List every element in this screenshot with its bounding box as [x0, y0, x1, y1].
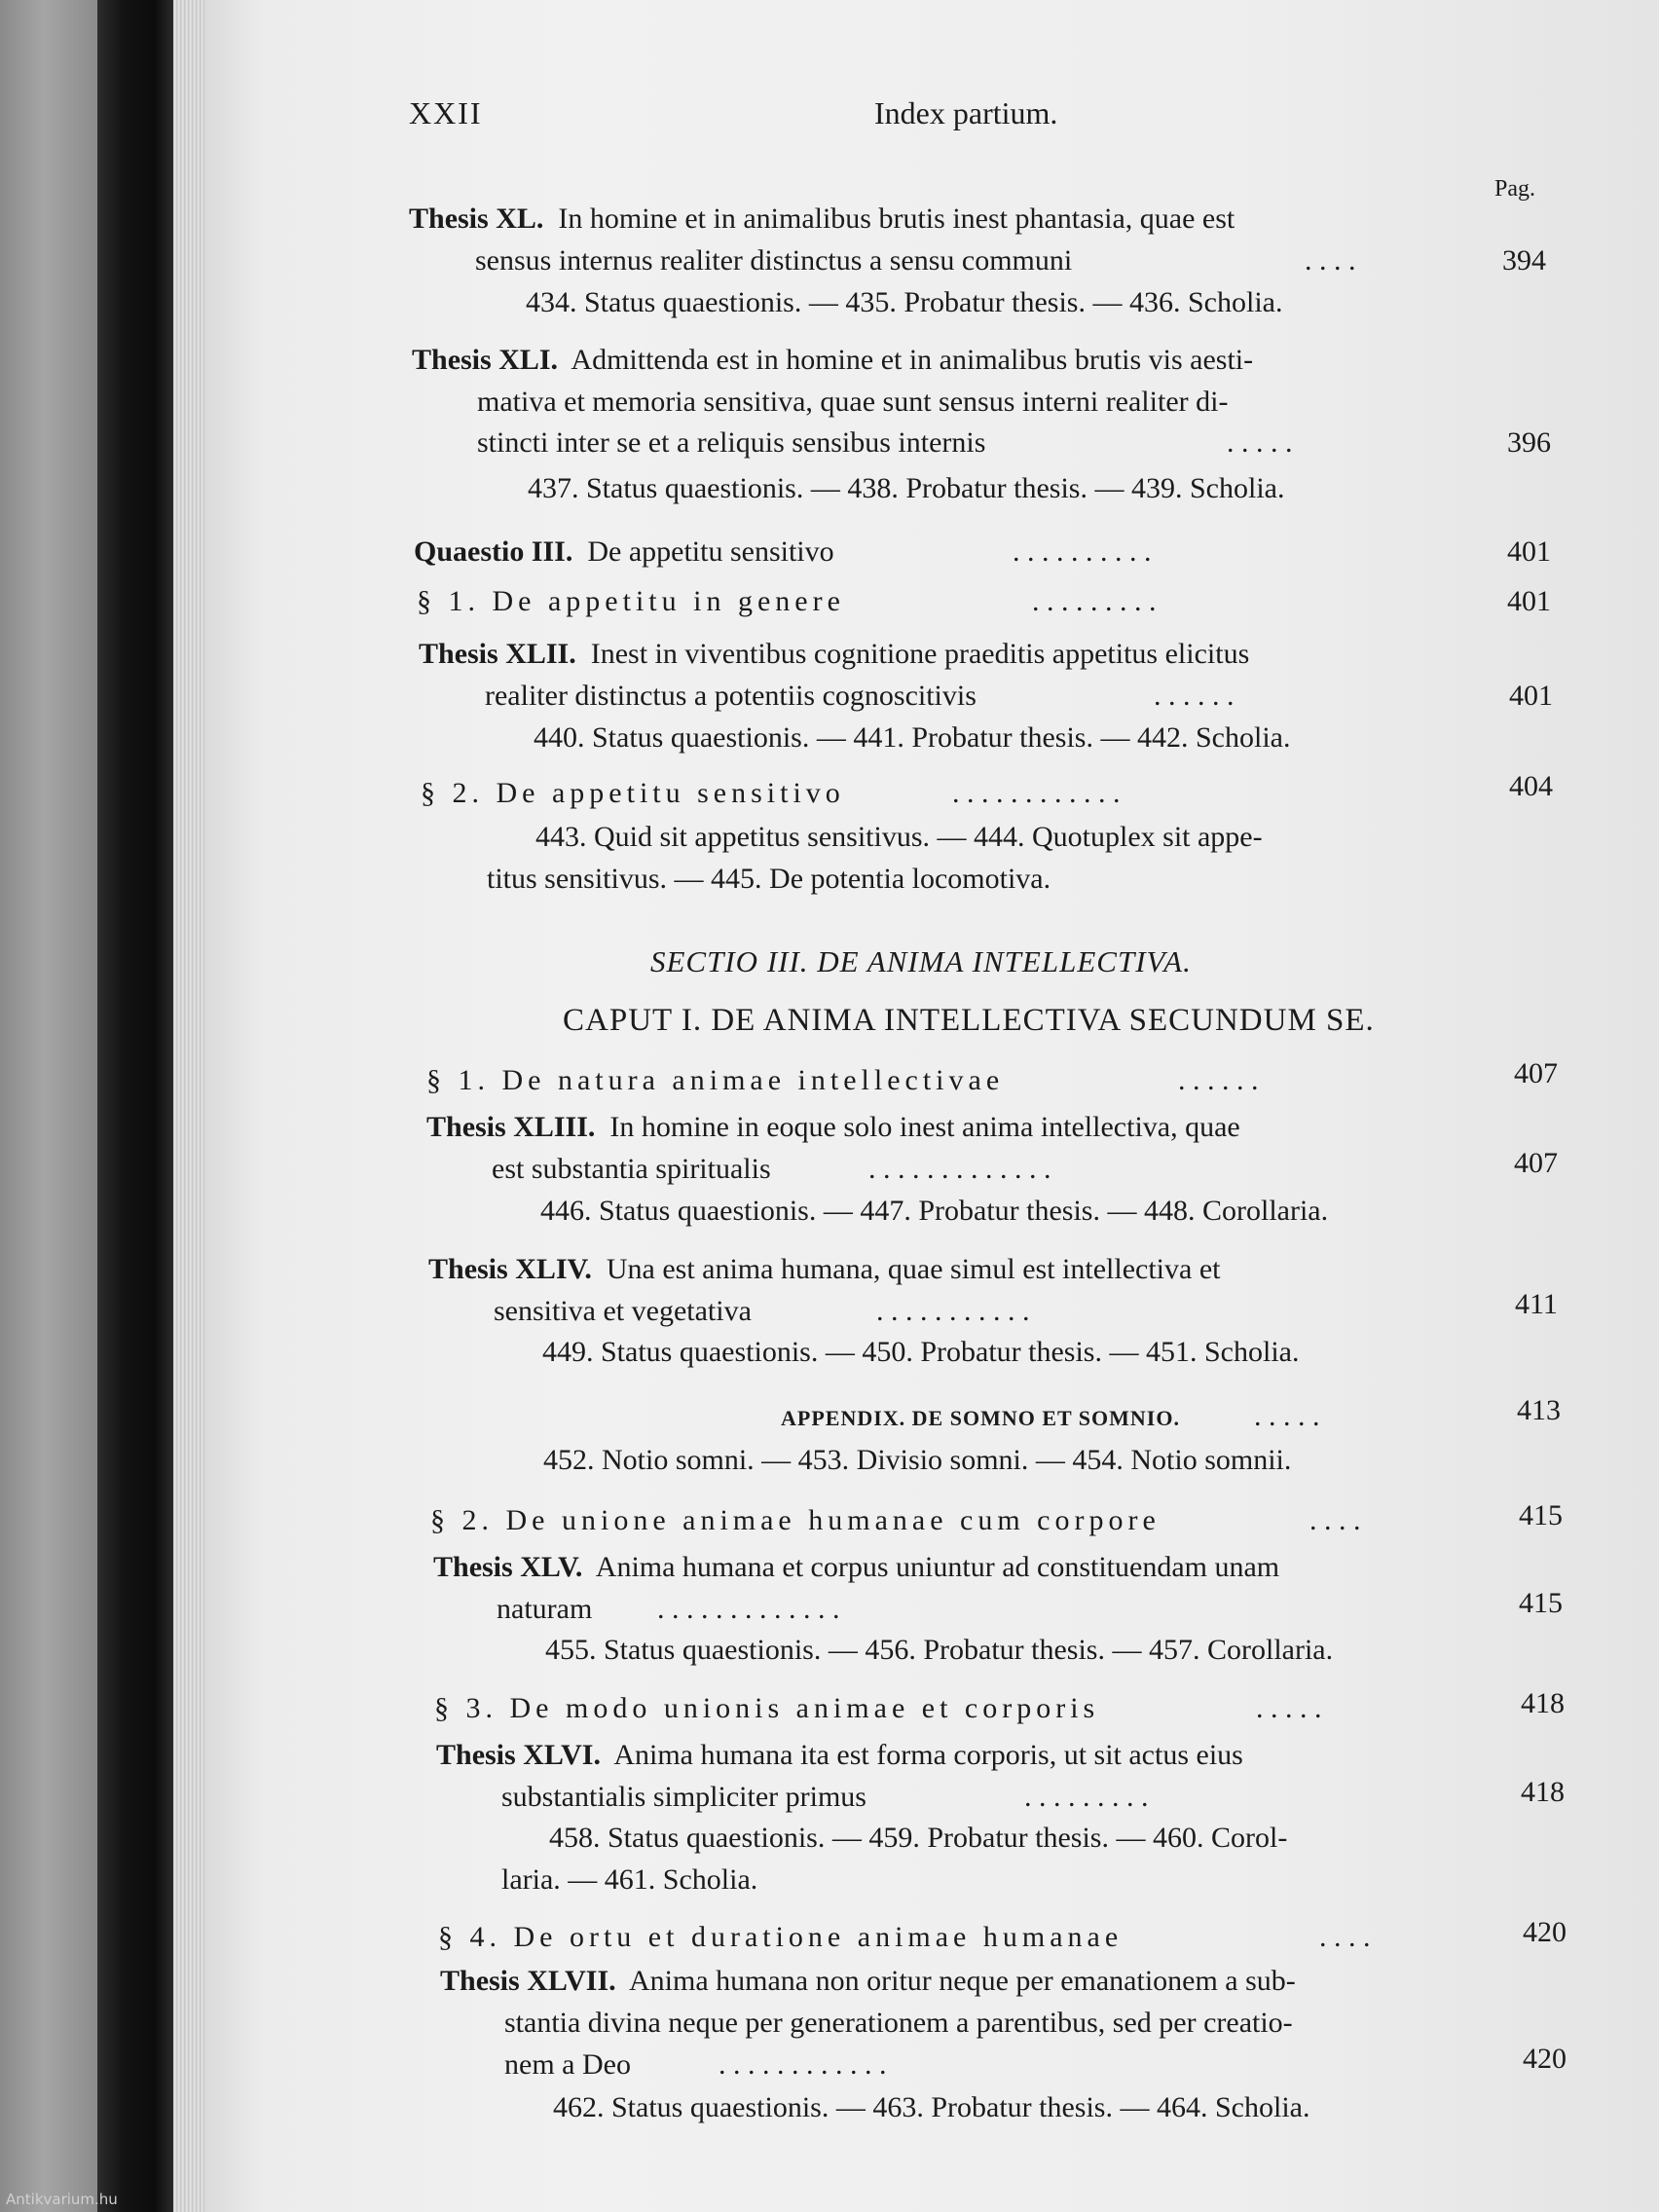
thesis-45-line-2: naturam [497, 1593, 593, 1625]
thesis-41-line-3: stincti inter se et a reliquis sensibus internis [477, 426, 986, 459]
running-title: Index partium. [874, 95, 1058, 130]
thesis-43-subsections: 446. Status quaestionis. — 447. Probatur thesis. — 448. Corollaria. [540, 1195, 1329, 1227]
thesis-41-subsections: 437. Status quaestionis. — 438. Probatur thesis. — 439. Scholia. [528, 472, 1285, 504]
leader-dots: . . . . . . . . . . . . [719, 2048, 887, 2081]
thesis-label: Thesis XLVII. [440, 1965, 616, 1997]
thesis-42-subsections: 440. Status quaestionis. — 441. Probatur thesis. — 442. Scholia. [534, 721, 1291, 754]
page-number-roman: XXII [409, 95, 483, 130]
leader-dots: . . . . . . [1154, 680, 1235, 712]
caput-heading: CAPUT I. DE ANIMA INTELLECTIVA SECUNDUM SE. [563, 1003, 1375, 1038]
thesis-40-line-1: Thesis XL. In homine et in animalibus brutis inest phantasia, quae est [409, 203, 1235, 235]
leader-dots: . . . . . . . . . . . [876, 1295, 1030, 1327]
section-2-sub-line-1: 443. Quid sit appetitus sensitivus. — 444. Quotuplex sit appe- [535, 821, 1263, 853]
page-edges [173, 0, 204, 2212]
leader-dots: . . . . . . [1178, 1064, 1259, 1096]
thesis-40-line-2: sensus internus realiter distinctus a sensu communi [475, 244, 1073, 276]
leader-dots: . . . . . [1227, 426, 1293, 459]
page-ref: 407 [1514, 1057, 1558, 1089]
book-spine [97, 0, 173, 2212]
thesis-43-line-2: est substantia spiritualis [492, 1153, 771, 1185]
page-ref: 420 [1523, 2043, 1567, 2075]
thesis-47-line-3: nem a Deo [504, 2048, 631, 2081]
thesis-44-line-2: sensitiva et vegetativa [494, 1295, 752, 1327]
thesis-label: Thesis XLII. [419, 638, 576, 670]
thesis-42-line-2: realiter distinctus a potentiis cognoscitivis [485, 680, 977, 712]
thesis-label: Thesis XLIV. [428, 1253, 592, 1285]
thesis-41-line-2: mativa et memoria sensitiva, quae sunt sensus interni realiter di- [477, 386, 1229, 418]
appendix-subsections: 452. Notio somni. — 453. Divisio somni. — 454. Notio somnii. [543, 1444, 1292, 1476]
page-ref: 401 [1507, 535, 1551, 568]
page-ref: 404 [1509, 770, 1553, 802]
thesis-46-line-2: substantialis simpliciter primus [501, 1781, 866, 1813]
thesis-41-line-1: Thesis XLI. Admittenda est in homine et in animalibus brutis vis aesti- [412, 344, 1254, 376]
page-ref: 413 [1517, 1394, 1561, 1426]
thesis-46-sub-line-2: laria. — 461. Scholia. [501, 1863, 758, 1896]
thesis-45-subsections: 455. Status quaestionis. — 456. Probatur thesis. — 457. Corollaria. [545, 1634, 1334, 1666]
pag-label: Pag. [1494, 176, 1535, 202]
page-ref: 420 [1523, 1916, 1567, 1948]
thesis-42-line-1: Thesis XLII. Inest in viventibus cognitione praeditis appetitus elicitus [419, 638, 1250, 670]
background-left [0, 0, 97, 2212]
page-ref: 396 [1507, 426, 1551, 459]
leader-dots: . . . . . [1254, 1400, 1320, 1432]
page-ref: 415 [1519, 1587, 1563, 1619]
section-3-modo-unionis: § 3. De modo unionis animae et corporis [434, 1692, 1100, 1724]
thesis-47-subsections: 462. Status quaestionis. — 463. Probatur thesis. — 464. Scholia. [553, 2091, 1310, 2123]
page-ref: 407 [1514, 1147, 1558, 1179]
quaestio-3: Quaestio III. De appetitu sensitivo [414, 535, 834, 568]
section-4-ortu: § 4. De ortu et duratione animae humanae [438, 1921, 1124, 1953]
page-ref: 401 [1509, 680, 1553, 712]
leader-dots: . . . . . . . . . . . . [952, 777, 1121, 809]
thesis-46-line-1: Thesis XLVI. Anima humana ita est forma corporis, ut sit actus eius [436, 1739, 1243, 1771]
section-1-appetitu: § 1. De appetitu in genere [417, 585, 845, 617]
thesis-label: Thesis XLI. [412, 344, 559, 376]
thesis-label: Thesis XLIII. [426, 1111, 596, 1143]
thesis-label: Thesis XLV. [433, 1551, 583, 1583]
page-ref: 394 [1502, 244, 1546, 276]
section-2-sub-line-2: titus sensitivus. — 445. De potentia locomotiva. [487, 863, 1051, 895]
leader-dots: . . . . [1309, 1504, 1361, 1536]
thesis-47-line-1: Thesis XLVII. Anima humana non oritur neque per emanationem a sub- [440, 1965, 1296, 1997]
thesis-46-sub-line-1: 458. Status quaestionis. — 459. Probatur thesis. — 460. Corol- [549, 1822, 1288, 1854]
thesis-47-line-2: stantia divina neque per generationem a parentibus, sed per creatio- [504, 2007, 1293, 2039]
page-ref: 418 [1521, 1687, 1565, 1719]
thesis-43-line-1: Thesis XLIII. In homine in eoque solo inest anima intellectiva, quae [426, 1111, 1240, 1143]
leader-dots: . . . . . . . . . . . . . [868, 1153, 1051, 1185]
leader-dots: . . . . . . . . . [1024, 1781, 1149, 1813]
section-2-unione: § 2. De unione animae humanae cum corpore [430, 1504, 1161, 1536]
page-ref: 415 [1519, 1499, 1563, 1531]
sectio-heading: SECTIO III. DE ANIMA INTELLECTIVA. [650, 944, 1192, 978]
book-page [204, 0, 1659, 2212]
thesis-label: Thesis XL. [409, 203, 544, 235]
watermark: Antikvarium.hu [6, 2191, 118, 2208]
page-ref: 411 [1515, 1288, 1558, 1320]
leader-dots: . . . . . [1256, 1692, 1322, 1724]
thesis-44-line-1: Thesis XLIV. Una est anima humana, quae simul est intellectiva et [428, 1253, 1221, 1285]
leader-dots: . . . . [1305, 244, 1356, 276]
thesis-44-subsections: 449. Status quaestionis. — 450. Probatur thesis. — 451. Scholia. [542, 1336, 1300, 1368]
thesis-label: Thesis XLVI. [436, 1739, 601, 1771]
section-2-appetitu-sensitivo: § 2. De appetitu sensitivo [421, 777, 845, 809]
appendix-heading: APPENDIX. DE SOMNO ET SOMNIO. [781, 1406, 1180, 1430]
thesis-40-subsections: 434. Status quaestionis. — 435. Probatur thesis. — 436. Scholia. [526, 286, 1283, 318]
leader-dots: . . . . . . . . . [1032, 585, 1157, 617]
quaestio-label: Quaestio III. [414, 535, 573, 568]
leader-dots: . . . . . . . . . . [1013, 535, 1152, 568]
section-1-natura: § 1. De natura animae intellectivae [426, 1064, 1005, 1096]
page-ref: 418 [1521, 1776, 1565, 1808]
leader-dots: . . . . . . . . . . . . . [657, 1593, 840, 1625]
thesis-45-line-1: Thesis XLV. Anima humana et corpus uniuntur ad constituendam unam [433, 1551, 1280, 1583]
leader-dots: . . . . [1319, 1921, 1371, 1953]
page-ref: 401 [1507, 585, 1551, 617]
